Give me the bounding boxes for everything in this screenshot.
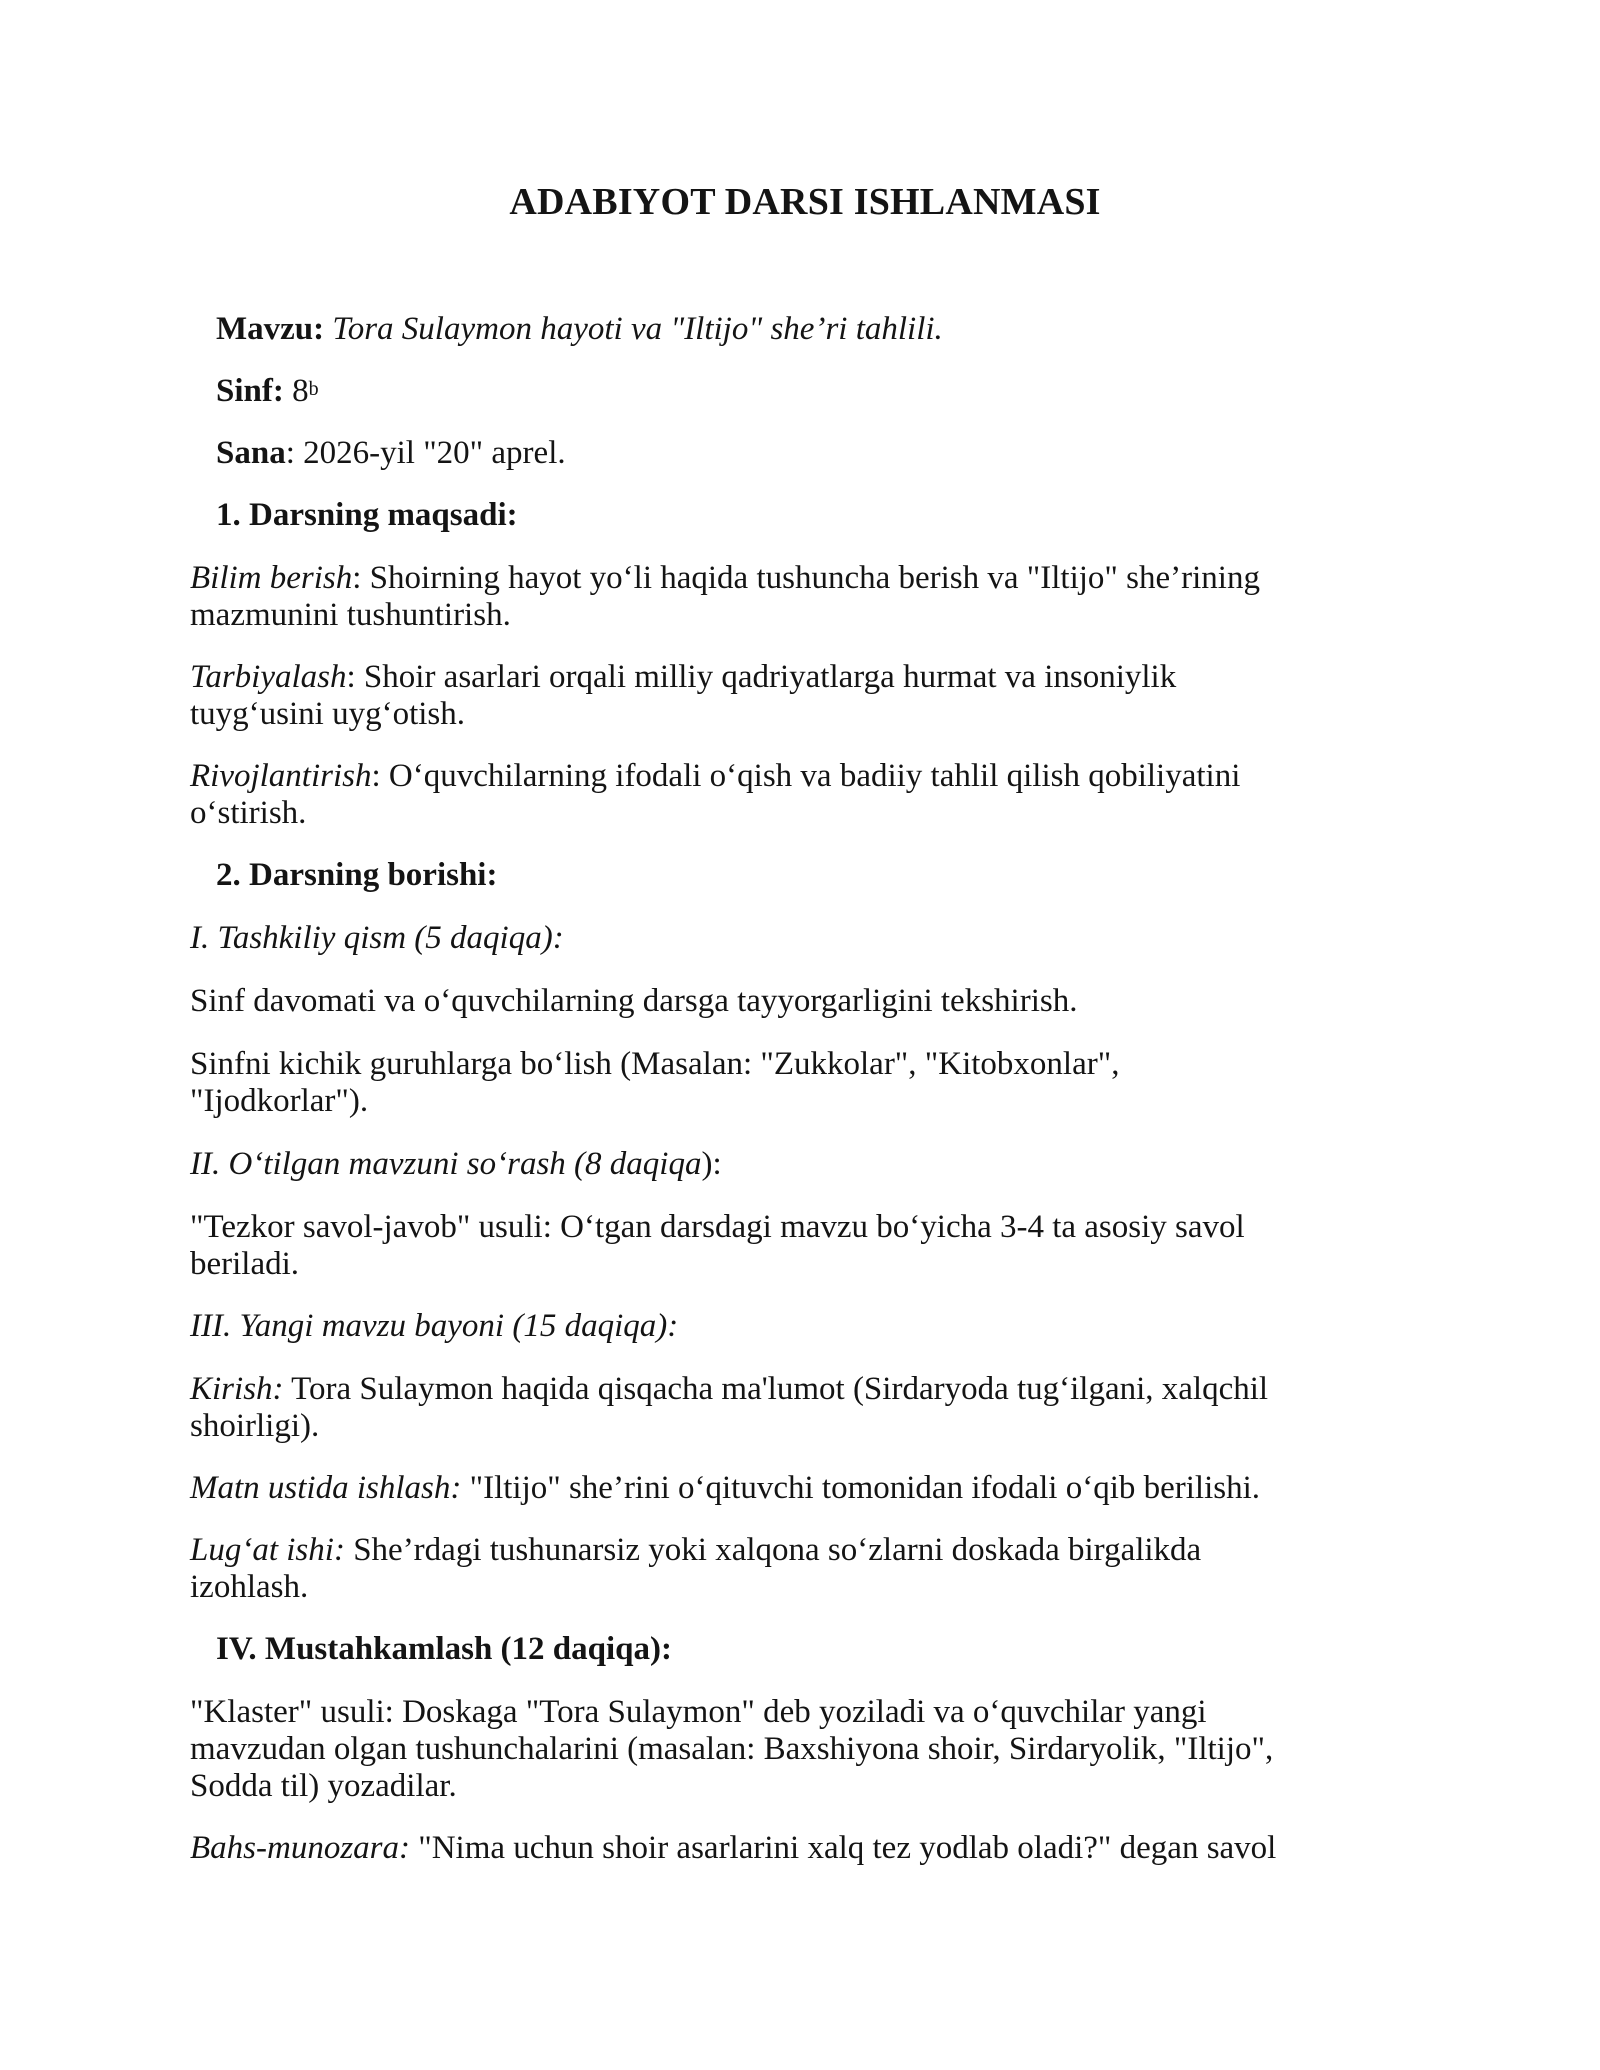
topic-label: Mavzu:	[216, 311, 325, 347]
part3-vocabulary-text: She’rdagi tushunarsiz yoki xalqona so‘zlarni doskada birgalikda	[344, 1532, 1202, 1568]
date-line	[216, 435, 1466, 472]
part1-paragraph-groups: Sinfni kichik guruhlarga bo‘lish (Masalan: "Zukkolar", "Kitobxonlar",	[190, 1046, 1120, 1082]
part3-intro	[190, 1371, 1440, 1408]
part4-discussion-label: Bahs-munozara:	[190, 1830, 410, 1866]
goal-development	[190, 758, 1440, 795]
part3-vocabulary	[190, 1532, 1440, 1569]
part3-vocabulary-label: Lug‘at ishi:	[190, 1532, 345, 1568]
part1-paragraph-attendance: Sinf davomati va o‘quvchilarning darsga tayyorgarligini tekshirish.	[190, 983, 1078, 1019]
part4-cluster-paragraph-line2: mavzudan olgan tushunchalarini (masalan: Baxshiyona shoir, Sirdaryolik, "Iltijo",	[190, 1731, 1274, 1767]
class-superscript: b	[308, 378, 319, 400]
goal-upbringing	[190, 659, 1440, 696]
part3-intro-label: Kirish:	[190, 1371, 284, 1407]
part1-paragraph-groups-continued: "Ijodkorlar").	[190, 1083, 369, 1119]
goal-development-label: Rivojlantirish	[190, 758, 372, 794]
part4-discussion-text: "Nima uchun shoir asarlarini xalq tez yodlab oladi?" degan savol	[410, 1830, 1277, 1866]
date-value: : 2026-yil "20" aprel.	[285, 435, 566, 471]
part4-heading: IV. Mustahkamlash (12 daqiqa):	[216, 1631, 673, 1667]
topic-value: Tora Sulaymon hayoti va "Iltijo" she’ri tahlili.	[332, 311, 943, 347]
class-value: 8	[292, 373, 309, 409]
goal-knowledge-label: Bilim berish	[190, 560, 353, 596]
part2-heading	[190, 1146, 1440, 1183]
part4-cluster-paragraph: "Klaster" usuli: Doskaga "Tora Sulaymon" deb yoziladi va o‘quvchilar yangi	[190, 1694, 1207, 1730]
goal-upbringing-label: Tarbiyalash	[190, 659, 347, 695]
goal-development-text: : O‘quvchilarning ifodali o‘qish va badiiy tahlil qilish qobiliyatini	[371, 758, 1241, 794]
part3-intro-text: Tora Sulaymon haqida qisqacha ma'lumot (Sirdaryoda tug‘ilgani, xalqchil	[283, 1371, 1269, 1407]
part2-paragraph: "Tezkor savol-javob" usuli: O‘tgan darsdagi mavzu bo‘yicha 3-4 ta asosiy savol	[190, 1209, 1245, 1245]
document-title: ADABIYOT DARSI ISHLANMASI	[509, 181, 1101, 223]
goal-development-continued: o‘stirish.	[190, 795, 307, 831]
part1-heading: I. Tashkiliy qism (5 daqiqa):	[190, 920, 564, 956]
goal-knowledge	[190, 560, 1440, 597]
part4-cluster-paragraph-line3: Sodda til) yozadilar.	[190, 1768, 457, 1804]
part2-heading-italic: II. O‘tilgan mavzuni so‘rash (8 daqiqa	[190, 1146, 702, 1182]
section-heading-lesson-flow: 2. Darsning borishi:	[216, 857, 498, 893]
part3-heading: III. Yangi mavzu bayoni (15 daqiqa):	[190, 1308, 679, 1344]
part3-vocabulary-continued: izohlash.	[190, 1569, 309, 1605]
section-heading-goals: 1. Darsning maqsadi:	[216, 497, 518, 533]
date-label: Sana	[216, 435, 286, 471]
part2-paragraph-continued: beriladi.	[190, 1246, 300, 1282]
class-label: Sinf:	[216, 373, 284, 409]
class-line	[216, 373, 1466, 414]
part3-text-work-text: "Iltijo" she’rini o‘qituvchi tomonidan ifodali o‘qib berilishi.	[461, 1470, 1261, 1506]
goal-upbringing-text: : Shoir asarlari orqali milliy qadriyatlarga hurmat va insoniylik	[346, 659, 1177, 695]
part3-text-work-label: Matn ustida ishlash:	[190, 1470, 462, 1506]
part3-intro-continued: shoirligi).	[190, 1408, 320, 1444]
part2-heading-tail: ):	[701, 1146, 722, 1182]
goal-knowledge-continued: mazmunini tushuntirish.	[190, 597, 511, 633]
goal-upbringing-continued: tuyg‘usini uyg‘otish.	[190, 696, 466, 732]
goal-knowledge-text: : Shoirning hayot yo‘li haqida tushuncha berish va "Iltijo" she’rining	[352, 560, 1260, 596]
part4-discussion	[190, 1830, 1440, 1867]
topic-line	[216, 311, 1466, 348]
part3-text-work	[190, 1470, 1440, 1507]
